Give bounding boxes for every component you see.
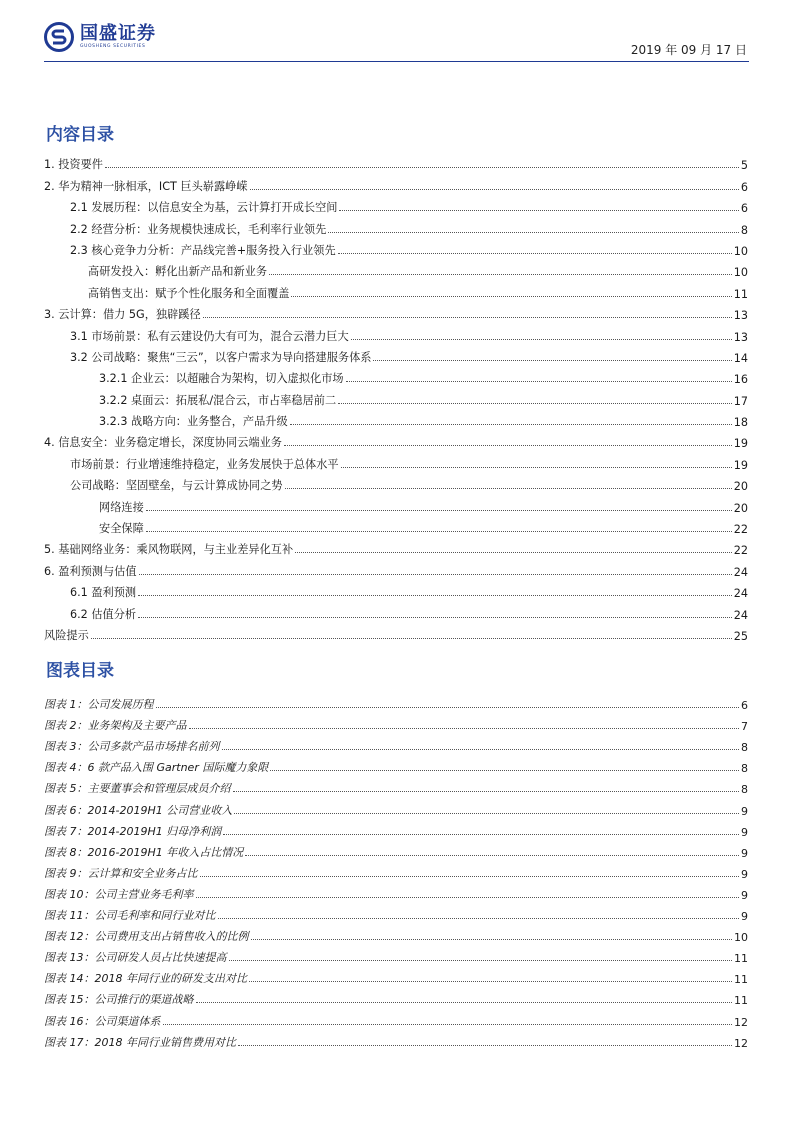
dot-leader <box>346 380 732 382</box>
entry-page-number: 20 <box>733 480 748 494</box>
page-header <box>0 0 793 66</box>
entry-label: 2.3 核心竞争力分析：产品线完善+服务投入行业领先 <box>70 243 336 257</box>
dot-leader <box>373 359 731 361</box>
toc-title: 内容目录 <box>46 125 114 145</box>
dot-leader <box>295 551 732 553</box>
entry-page-number: 20 <box>733 501 748 515</box>
entry-page-number: 9 <box>741 846 748 860</box>
entry-page-number: 18 <box>733 416 748 430</box>
entry-page-number: 11 <box>734 952 748 966</box>
entry-page-number: 16 <box>733 373 748 387</box>
figure-entry[interactable] <box>44 881 748 902</box>
entry-label: 网络连接 <box>99 500 144 514</box>
entry-label: 高销售支出：赋予个性化服务和全面覆盖 <box>88 286 290 300</box>
entry-page-number: 11 <box>734 973 748 987</box>
dot-leader <box>291 295 731 297</box>
entry-label: 图表 1：公司发展历程 <box>44 698 154 712</box>
figures-title: 图表目录 <box>46 661 114 681</box>
toc-entry[interactable] <box>44 344 748 365</box>
entry-label: 高研发投入：孵化出新产品和新业务 <box>88 265 268 279</box>
entry-label: 安全保障 <box>99 522 144 536</box>
report-date: 2019 年 09 月 17 日 <box>630 43 747 57</box>
entry-label: 图表 3：公司多款产品市场排名前列 <box>44 740 220 754</box>
entry-page-number: 19 <box>733 437 748 451</box>
figure-entry[interactable] <box>44 796 748 817</box>
dot-leader <box>218 917 740 919</box>
dot-leader <box>91 637 732 639</box>
toc-entry[interactable] <box>44 408 748 429</box>
entry-page-number: 14 <box>733 351 748 365</box>
entry-page-number: 24 <box>733 587 748 601</box>
entry-label: 图表 4：6 款产品入围 Gartner 国际魔力象限 <box>44 761 269 775</box>
header-divider <box>44 61 749 62</box>
figure-entry[interactable] <box>44 860 748 881</box>
logo-english-name: GUOSHENG SECURITIES <box>80 43 146 49</box>
entry-label: 图表 13：公司研发人员占比快速提高 <box>44 951 227 965</box>
entry-label: 图表 10：公司主营业务毛利率 <box>44 887 194 901</box>
entry-label: 2.1 发展历程：以信息安全为基，云计算打开成长空间 <box>70 201 338 215</box>
entry-label: 6. 盈利预测与估值 <box>44 564 137 578</box>
entry-label: 风险提示 <box>44 628 89 642</box>
dot-leader <box>250 188 739 190</box>
entry-page-number: 13 <box>733 330 748 344</box>
entry-page-number: 22 <box>733 544 748 558</box>
toc-entry[interactable] <box>44 622 748 643</box>
entry-label: 图表 9：云计算和安全业务占比 <box>44 866 198 880</box>
dot-leader <box>339 209 738 211</box>
dot-leader <box>156 706 740 708</box>
entry-label: 1. 投资要件 <box>44 158 103 172</box>
entry-page-number: 9 <box>741 825 748 839</box>
toc-entry[interactable] <box>44 215 748 236</box>
toc-entry[interactable] <box>44 151 748 172</box>
dot-leader <box>290 423 732 425</box>
dot-leader <box>203 316 732 318</box>
entry-label: 3.1 市场前景：私有云建设仍大有可为，混合云潜力巨大 <box>70 329 349 343</box>
dot-leader <box>233 790 740 792</box>
toc-entry[interactable] <box>44 322 748 343</box>
figure-entry[interactable] <box>44 775 748 796</box>
dot-leader <box>105 166 739 168</box>
entry-label: 图表 16：公司渠道体系 <box>44 1014 161 1028</box>
toc-entry[interactable] <box>44 536 748 557</box>
entry-page-number: 19 <box>733 458 748 472</box>
dot-leader <box>270 769 739 771</box>
entry-page-number: 9 <box>741 804 748 818</box>
dot-leader <box>139 573 732 575</box>
entry-label: 市场前景：行业增速维持稳定，业务发展快于总体水平 <box>70 457 339 471</box>
entry-label: 图表 8：2016-2019H1 年收入占比情况 <box>44 845 244 859</box>
entry-label: 3.2.3 战略方向：业务整合，产品升级 <box>99 415 288 429</box>
entry-page-number: 12 <box>734 1036 748 1050</box>
toc-entry[interactable] <box>44 450 748 471</box>
entry-label: 图表 11：公司毛利率和同行业对比 <box>44 909 216 923</box>
entry-label: 3.2.1 企业云：以超融合为架构，切入虚拟化市场 <box>99 372 344 386</box>
dot-leader <box>245 854 739 856</box>
dot-leader <box>223 833 739 835</box>
toc-entry[interactable] <box>44 172 748 193</box>
entry-page-number: 7 <box>741 720 748 734</box>
entry-label: 图表 17：2018 年同行业销售费用对比 <box>44 1035 236 1049</box>
entry-label: 6.2 估值分析 <box>70 607 137 621</box>
toc-entry[interactable] <box>44 472 748 493</box>
entry-page-number: 6 <box>740 202 748 216</box>
dot-leader <box>222 748 740 750</box>
entry-page-number: 8 <box>741 783 748 797</box>
toc-entry[interactable] <box>44 579 748 600</box>
entry-page-number: 11 <box>733 287 748 301</box>
toc-entry[interactable] <box>44 279 748 300</box>
entry-page-number: 9 <box>741 867 748 881</box>
entry-label: 5. 基础网络业务：乘风物联网，与主业差异化互补 <box>44 543 294 557</box>
entry-page-number: 8 <box>741 741 748 755</box>
dot-leader <box>146 509 732 511</box>
dot-leader <box>341 466 732 468</box>
toc-entry[interactable] <box>44 258 748 279</box>
entry-page-number: 9 <box>741 888 748 902</box>
dot-leader <box>351 338 732 340</box>
entry-page-number: 24 <box>733 565 748 579</box>
entry-page-number: 10 <box>733 244 748 258</box>
entry-page-number: 8 <box>740 223 748 237</box>
dot-leader <box>238 1044 732 1046</box>
entry-label: 图表 6：2014-2019H1 公司营业收入 <box>44 803 233 817</box>
figure-entry[interactable] <box>44 965 748 986</box>
dot-leader <box>285 487 732 489</box>
entry-page-number: 6 <box>740 180 748 194</box>
toc-entry[interactable] <box>44 386 748 407</box>
entry-label: 3. 云计算：借力 5G，独辟蹊径 <box>44 308 201 322</box>
contents-list <box>44 151 748 643</box>
dot-leader <box>251 938 733 940</box>
logo-chinese-name: 国盛证券 <box>80 22 156 44</box>
figure-entry[interactable] <box>44 986 748 1007</box>
toc-entry[interactable] <box>44 237 748 258</box>
dot-leader <box>229 959 733 961</box>
figure-entry[interactable] <box>44 712 748 733</box>
entry-label: 图表 5：主要董事会和管理层成员介绍 <box>44 782 231 796</box>
entry-page-number: 11 <box>734 994 748 1008</box>
dot-leader <box>234 812 739 814</box>
entry-label: 图表 15：公司推行的渠道战略 <box>44 993 194 1007</box>
company-logo <box>44 22 156 52</box>
dot-leader <box>163 1023 733 1025</box>
entry-label: 图表 7：2014-2019H1 归母净利润 <box>44 824 222 838</box>
dot-leader <box>146 530 732 532</box>
dot-leader <box>249 980 732 982</box>
toc-entry[interactable] <box>44 194 748 215</box>
entry-label: 3.2.2 桌面云：拓展私/混合云，市占率稳居前二 <box>99 393 337 407</box>
entry-page-number: 6 <box>741 699 748 713</box>
figure-entry[interactable] <box>44 733 748 754</box>
entry-page-number: 10 <box>734 931 748 945</box>
entry-label: 图表 12：公司费用支出占销售收入的比例 <box>44 930 249 944</box>
toc-entry[interactable] <box>44 600 748 621</box>
toc-entry[interactable] <box>44 365 748 386</box>
entry-label: 6.1 盈利预测 <box>70 586 137 600</box>
toc-entry[interactable] <box>44 557 748 578</box>
entry-label: 图表 14：2018 年同行业的研发支出对比 <box>44 972 247 986</box>
toc-entry[interactable] <box>44 429 748 450</box>
entry-page-number: 22 <box>733 523 748 537</box>
figures-list <box>44 691 748 1050</box>
entry-page-number: 10 <box>733 266 748 280</box>
entry-page-number: 8 <box>741 762 748 776</box>
dot-leader <box>196 896 740 898</box>
toc-entry[interactable] <box>44 493 748 514</box>
entry-label: 3.2 公司战略：聚焦“三云”，以客户需求为导向搭建服务体系 <box>70 350 372 364</box>
entry-label: 图表 2：业务架构及主要产品 <box>44 719 187 733</box>
dot-leader <box>196 1001 733 1003</box>
dot-leader <box>138 594 732 596</box>
entry-label: 2. 华为精神一脉相承，ICT 巨头崭露峥嵘 <box>44 179 248 193</box>
entry-page-number: 24 <box>733 608 748 622</box>
dot-leader <box>328 231 739 233</box>
figure-entry[interactable] <box>44 944 748 965</box>
figure-entry[interactable] <box>44 923 748 944</box>
guosheng-logo-icon <box>44 22 74 52</box>
entry-page-number: 17 <box>733 394 748 408</box>
toc-entry[interactable] <box>44 515 748 536</box>
entry-label: 2.2 经营分析：业务规模快速成长，毛利率行业领先 <box>70 222 327 236</box>
toc-entry[interactable] <box>44 301 748 322</box>
entry-page-number: 25 <box>733 629 748 643</box>
entry-page-number: 9 <box>741 910 748 924</box>
dot-leader <box>338 402 732 404</box>
dot-leader <box>138 616 732 618</box>
figure-entry[interactable] <box>44 1007 748 1028</box>
dot-leader <box>189 727 740 729</box>
figure-entry[interactable] <box>44 754 748 775</box>
entry-page-number: 13 <box>733 309 748 323</box>
figure-entry[interactable] <box>44 902 748 923</box>
figure-entry[interactable] <box>44 839 748 860</box>
figure-entry[interactable] <box>44 691 748 712</box>
dot-leader <box>269 273 732 275</box>
entry-page-number: 5 <box>740 159 748 173</box>
dot-leader <box>200 875 740 877</box>
figure-entry[interactable] <box>44 1029 748 1050</box>
figure-entry[interactable] <box>44 818 748 839</box>
entry-label: 4. 信息安全：业务稳定增长，深度协同云端业务 <box>44 436 282 450</box>
entry-label: 公司战略：坚固壁垒，与云计算成协同之势 <box>70 479 283 493</box>
entry-page-number: 12 <box>734 1015 748 1029</box>
dot-leader <box>338 252 732 254</box>
dot-leader <box>284 444 732 446</box>
